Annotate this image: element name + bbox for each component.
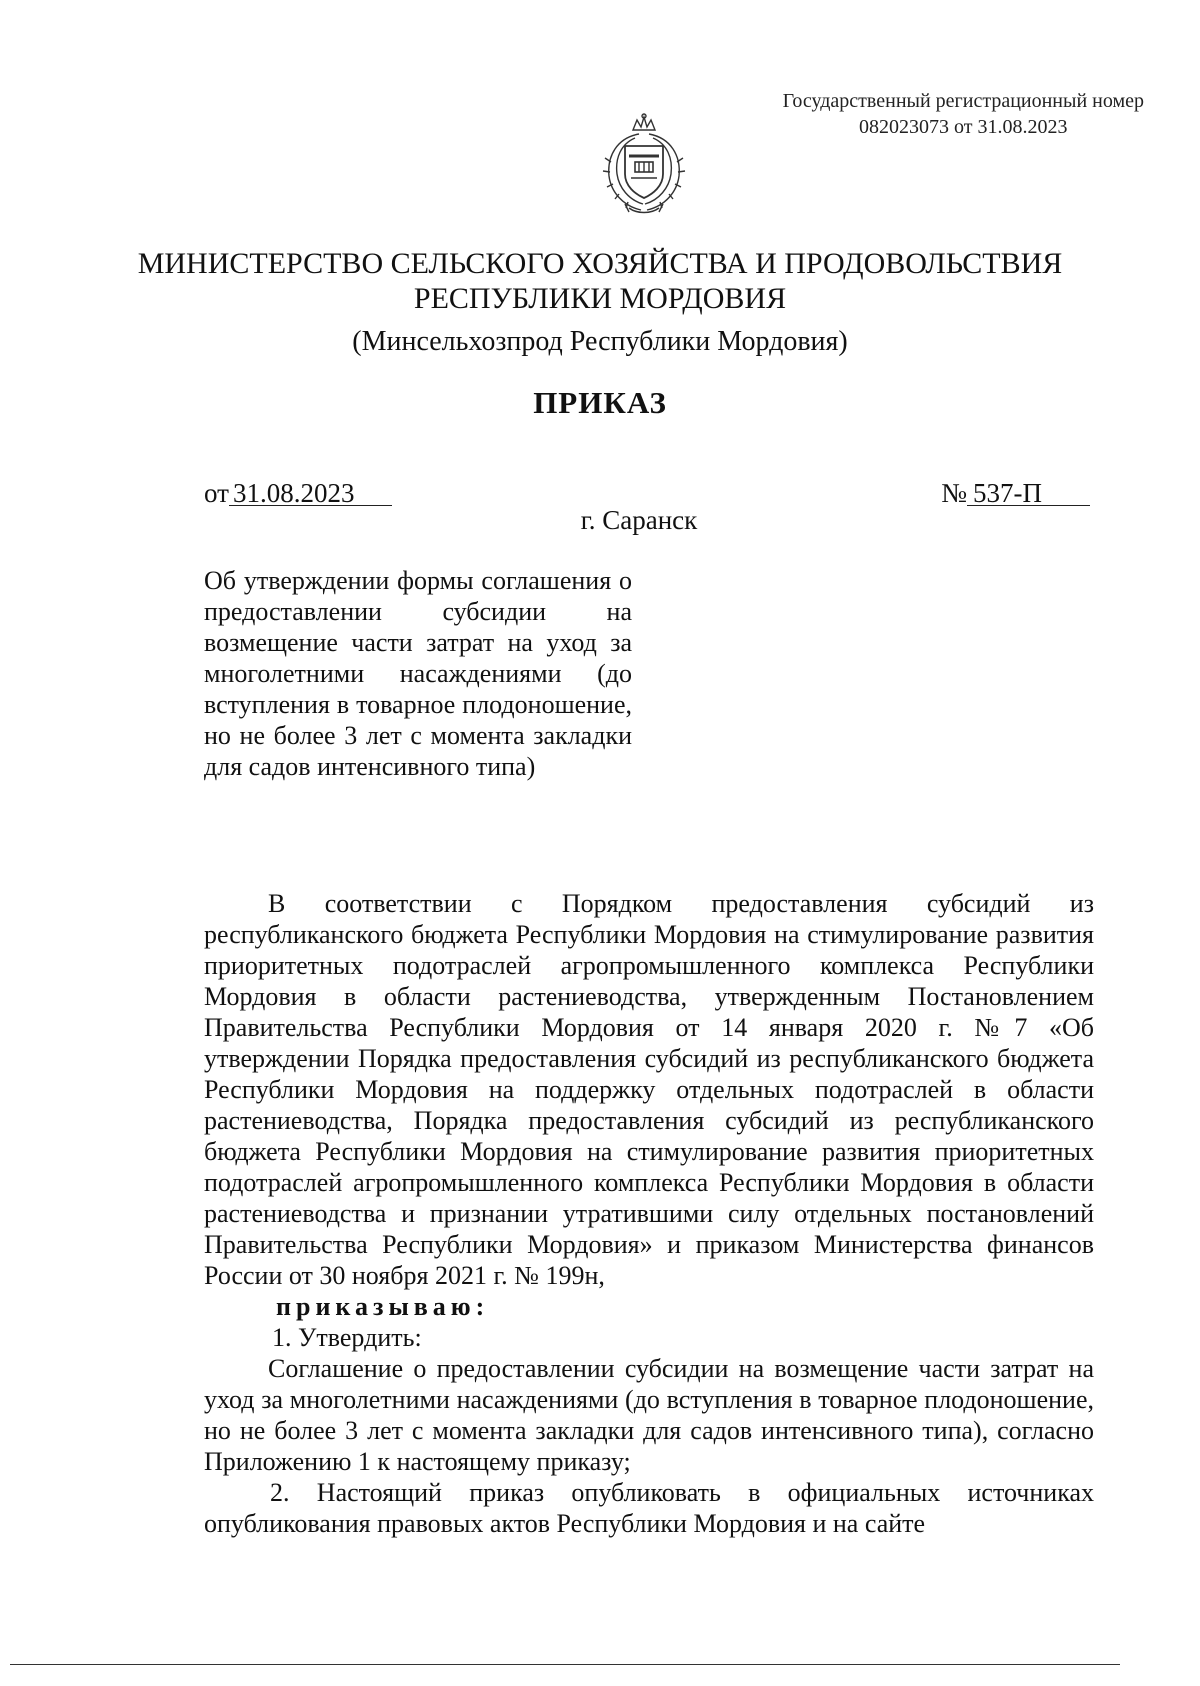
ministry-name-line2: РЕСПУБЛИКИ МОРДОВИЯ: [413, 282, 787, 315]
ministry-abbreviation: (Минсельхозпрод Республики Мордовия): [352, 326, 848, 357]
coat-of-arms-emblem-icon: [595, 112, 693, 220]
order-date-prefix: от: [204, 478, 229, 508]
ministry-name-line1: МИНИСТЕРСТВО СЕЛЬСКОГО ХОЗЯЙСТВА И ПРОДОВОЛЬСТВИЯ: [137, 247, 1063, 280]
body-preamble: В соответствии с Порядком предоставления субсидий из республиканского бюджета Республики Мордовия на стимулирование развития приоритетных подотраслей агропромышленного комплекса Республики Мордовия в области растениеводства, утвержденным Постановлением Правительства Республики Мордовия от 14 января 2020 г. №7 «Об утверждении Порядка предоставления субсидий из республиканского бюджета Республики Мордовия на поддержку отдельных подотраслей в области растениеводства, Порядка предоставления субсидий из республиканского бюджета Республики Мордовия на стимулирование развития приоритетных подотраслей агропромышленного комплекса Республики Мордовия в области растениеводства и признании утратившими силу отдельных постановлений Правительства Республики Мордовия» и приказом Министерства финансов России от 30 ноября 2021 г. № 199н,: [204, 889, 1094, 1290]
ministry-header: [0, 246, 1200, 359]
order-subject: Об утверждении формы соглашения о предоставлении субсидии на возмещение части затрат на уход за многолетними насаждениями (до вступления в товарное плодоношение, но не более 3 лет с момента закладки для садов интенсивного типа): [204, 566, 632, 781]
registration-number: 082023073 от 31.08.2023: [859, 116, 1068, 138]
body-order-word-line: [204, 1291, 1094, 1322]
body-item-1-text: Соглашение о предоставлении субсидии на возмещение части затрат на уход за многолетними насаждениями (до вступления в товарное плодоношение, но не более 3 лет с момента закладки для садов интенсивного типа), согласно Приложению 1 к настоящему приказу;: [204, 1354, 1094, 1476]
footer-divider: [10, 1664, 1120, 1665]
order-number-value: 537-П: [967, 481, 1090, 506]
body-item-2: 2. Настоящий приказ опубликовать в официальных источниках опубликования правовых актов Республики Мордовия и на сайте: [204, 1478, 1094, 1538]
order-number-prefix: №: [941, 478, 967, 508]
order-word: приказываю:: [276, 1292, 490, 1321]
registration-label: Государственный регистрационный номер: [782, 90, 1144, 112]
registration-number-block: [783, 88, 1144, 140]
body-item-1: 1. Утвердить:: [272, 1323, 422, 1352]
document-type-title: ПРИКАЗ: [533, 385, 667, 420]
order-body: [204, 888, 1094, 1539]
order-date-value: 31.08.2023: [229, 481, 393, 506]
order-city: г. Саранск: [580, 505, 698, 535]
